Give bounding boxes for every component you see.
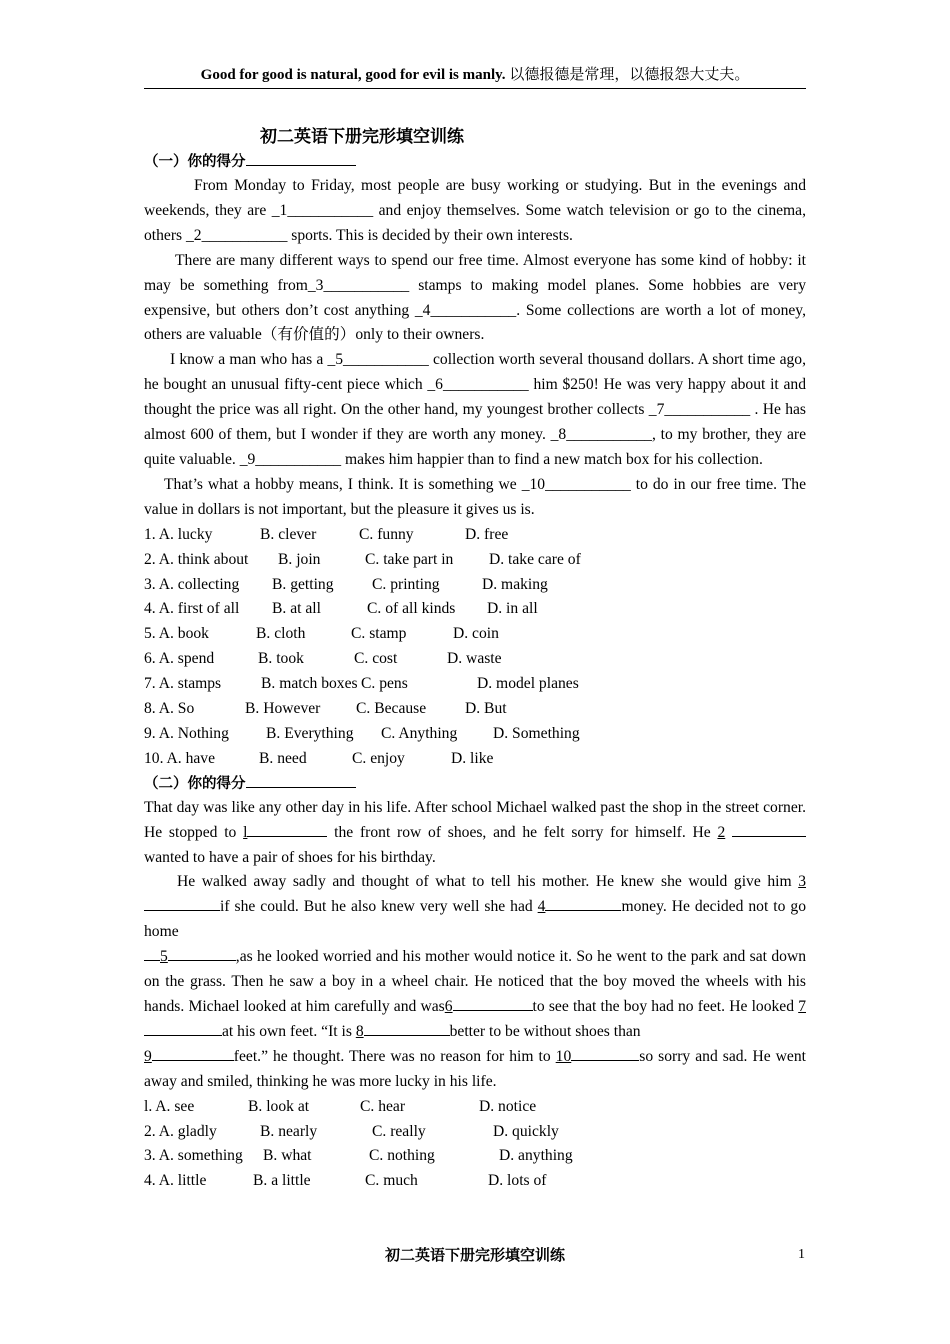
option-row [144, 722, 806, 747]
part2-text: ,as he looked worried and his mother would notice it. So he went to the park and sat down on the grass. Then he saw a boy in a wheel chair. He noticed that the boy moved the wheels with his hands. Michael looked at him carefully and was [144, 948, 806, 1015]
option-c: C. Anything [381, 724, 458, 742]
part1-paragraph-3: I know a man who has a _5___________ collection worth several thousand dollars. A short time ago, he bought an unusual fifty-cent piece which _6___________ him $250! He was very happy about it and thought the price was all right. On the other hand, my youngest brother collects _7___________ . He has almost 600 of them, but I wonder if they are worth any money. _8___________, to my brother, they are quite valuable. _9___________ makes him happier than to find a new match box for his collection. [144, 351, 806, 468]
part2-heading [144, 772, 806, 796]
blank-number: 7 [798, 998, 806, 1015]
part2-text: at his own feet. “It is [222, 1022, 356, 1040]
page-header [144, 64, 806, 89]
option-a: 3. A. something [144, 1147, 243, 1165]
option-d: D. anything [499, 1147, 573, 1165]
blank-number: 4 [537, 898, 546, 916]
part1-options [144, 523, 806, 772]
option-a: 7. A. stamps [144, 675, 222, 693]
blank-line [571, 1046, 639, 1061]
part2-text: He walked away sadly and thought of what to tell his mother. He knew she would give him [177, 873, 792, 891]
option-a: 3. A. collecting [144, 575, 240, 593]
option-b: B. join [278, 550, 321, 568]
option-b: B. clever [260, 525, 317, 543]
option-b: B. However [245, 700, 321, 718]
option-c: C. Because [356, 700, 427, 718]
option-d: D. lots of [488, 1172, 547, 1190]
option-a: 5. A. book [144, 625, 209, 643]
blank-number: 3 [798, 873, 806, 891]
option-d: D. take care of [489, 550, 581, 568]
blank-line [144, 946, 160, 961]
blank-9 [144, 1048, 234, 1065]
option-b: B. getting [272, 575, 334, 593]
blank-number: 2 [717, 823, 726, 841]
option-b: B. nearly [260, 1122, 318, 1140]
part1-paragraph-1: From Monday to Friday, most people are busy working or studying. But in the evenings and weekends, they are _1___________ and enjoy themselves. Some watch television or go to the cinema, others _2___________ sports. This is decided by their own interests. [144, 177, 806, 244]
option-a: 6. A. spend [144, 650, 215, 668]
option-c: C. nothing [369, 1147, 435, 1165]
part2-text: That day was like any other day in his life. After school Michael walked past the shop in the street corner. He stopped to [144, 798, 806, 841]
option-c: C. of all kinds [367, 600, 456, 618]
option-c: C. pens [361, 675, 408, 693]
part2-paragraph-3 [144, 945, 806, 1094]
blank-line [144, 1021, 222, 1036]
option-a: 9. A. Nothing [144, 724, 229, 742]
blank-line [453, 996, 533, 1011]
blank-8 [356, 1023, 450, 1040]
blank-number: 5 [160, 948, 168, 966]
option-d: D. notice [479, 1097, 537, 1115]
blank-number: 9 [144, 1047, 152, 1065]
blank-line [545, 896, 621, 911]
score-blank-2 [246, 773, 356, 788]
option-row [144, 622, 806, 647]
option-row [144, 747, 806, 772]
option-row [144, 672, 806, 697]
score-blank-1 [246, 151, 356, 166]
part1-heading-text: （一）你的得分 [144, 154, 246, 170]
blank-line [144, 896, 220, 911]
header-quote-chinese: 以德报德是常理，以德报怨大丈夫。 [509, 67, 750, 83]
option-a: 10. A. have [144, 749, 216, 767]
option-c: C. take part in [365, 550, 454, 568]
option-a: 2. A. think about [144, 550, 249, 568]
blank-4 [538, 898, 622, 915]
option-a: 4. A. little [144, 1172, 207, 1190]
option-b: B. what [263, 1147, 312, 1165]
option-row [144, 647, 806, 672]
part1-paragraph-4: That’s what a hobby means, I think. It is something we _10___________ to do in our free time. The value in dollars is not important, but the pleasure it gives us is. [144, 475, 806, 518]
option-d: D. Something [493, 724, 580, 742]
page-number: 1 [798, 1247, 805, 1262]
option-c: C. cost [354, 650, 398, 668]
option-d: D. like [451, 749, 494, 767]
blank-line [168, 946, 236, 961]
option-c: C. enjoy [352, 749, 405, 767]
option-b: B. cloth [256, 625, 306, 643]
blank-6 [445, 998, 533, 1015]
option-b: B. took [258, 650, 304, 668]
part1-paragraph-2: There are many different ways to spend our free time. Almost everyone has some kind of hobby: it may be something from_3___________ stamps to making model planes. Some hobbies are very expensive, but others don’t cost anything _4___________. Some collections are worth a lot of money, others are valuable（有价值的）only to their owners. [144, 251, 806, 344]
blank-5 [144, 948, 236, 965]
option-b: B. a little [253, 1172, 311, 1190]
blank-number: 6 [444, 998, 453, 1015]
blank-1 [243, 824, 327, 841]
option-d: D. But [465, 700, 507, 718]
option-c: C. funny [359, 525, 414, 543]
header-quote-english: Good for good is natural, good for evil is manly. [200, 67, 506, 83]
option-row [144, 697, 806, 722]
option-d: D. model planes [477, 675, 579, 693]
part2-text: so sorry and sad. He went away and smiled, thinking he was more lucky in his life. [144, 1047, 806, 1090]
option-d: D. coin [453, 625, 499, 643]
part2-text: better to be without shoes than [449, 1022, 641, 1040]
part2-options [144, 1095, 806, 1195]
blank-10 [556, 1048, 640, 1065]
part2-text: to see that the boy had no feet. He looked [532, 998, 799, 1015]
option-c: C. printing [372, 575, 440, 593]
option-a: 8. A. So [144, 700, 195, 718]
option-c: C. really [372, 1122, 426, 1140]
option-a: 2. A. gladly [144, 1122, 217, 1140]
part2-paragraph-1 [144, 796, 806, 871]
option-d: D. quickly [493, 1122, 559, 1140]
option-a: 4. A. first of all [144, 600, 240, 618]
option-b: B. need [259, 749, 307, 767]
option-b: B. at all [272, 600, 321, 618]
blank-line [152, 1046, 234, 1061]
option-row [144, 573, 806, 598]
option-a: l. A. see [144, 1097, 195, 1115]
blank-line [364, 1021, 450, 1036]
option-row [144, 1095, 806, 1120]
option-b: B. look at [248, 1097, 310, 1115]
part2-text: wanted to have a pair of shoes for his birthday. [144, 848, 436, 866]
option-row [144, 523, 806, 548]
option-d: D. waste [447, 650, 502, 668]
option-d: D. free [465, 525, 509, 543]
option-a: 1. A. lucky [144, 525, 213, 543]
blank-number: l [243, 823, 248, 841]
option-row [144, 597, 806, 622]
blank-number: 10 [555, 1047, 572, 1065]
part1-heading [144, 150, 806, 174]
blank-number: 8 [355, 1022, 364, 1040]
part2-paragraph-2 [144, 870, 806, 945]
option-c: C. much [365, 1172, 418, 1190]
option-d: D. making [482, 575, 548, 593]
part2-text: the front row of shoes, and he felt sorry for himself. He [327, 823, 718, 841]
blank-2 [717, 824, 725, 841]
option-d: D. in all [487, 600, 538, 618]
part2-text: money. He decided not to go home [144, 898, 806, 941]
blank-line [732, 822, 806, 837]
page-title: 初二英语下册完形填空训练 [260, 127, 464, 147]
option-row [144, 548, 806, 573]
part2-heading-text: （二）你的得分 [144, 775, 246, 792]
page-content [144, 124, 806, 1194]
blank-line [247, 822, 327, 837]
option-b: B. match boxes [261, 675, 358, 693]
option-row [144, 1120, 806, 1145]
option-c: C. stamp [351, 625, 407, 643]
option-row [144, 1144, 806, 1169]
option-b: B. Everything [266, 724, 354, 742]
option-c: C. hear [360, 1097, 406, 1115]
part2-text: if she could. But he also knew very well she had [220, 898, 538, 916]
option-row [144, 1169, 806, 1194]
part2-text: feet.” he thought. There was no reason for him to [233, 1047, 556, 1065]
page-footer-title: 初二英语下册完形填空训练 [384, 1246, 565, 1264]
